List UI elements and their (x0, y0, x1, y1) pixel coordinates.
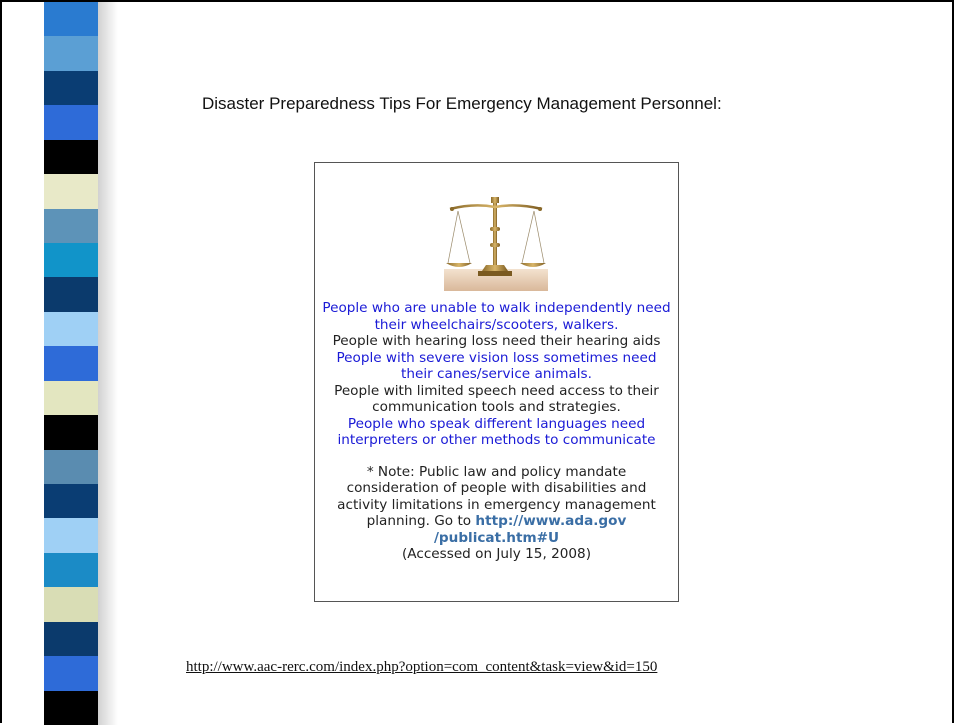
stripe (44, 518, 98, 553)
note-line: consideration of people with disabilities and (346, 480, 647, 496)
source-url-link[interactable]: http://www.aac-rerc.com/index.php?option=com_content&task=view&id=150 (186, 659, 658, 675)
ada-link[interactable]: http://www.ada.gov (475, 513, 627, 529)
stripe (44, 691, 98, 725)
tip-line: their canes/service animals. (401, 366, 592, 382)
stripe (44, 243, 98, 278)
stripe-shadow (98, 2, 118, 725)
stripe (44, 209, 98, 244)
note-line: * Note: Public law and policy mandate (366, 463, 627, 480)
stripe (44, 140, 98, 175)
legal-note (315, 464, 678, 563)
decorative-stripe-bar (44, 2, 98, 725)
scales-of-justice-icon (444, 191, 548, 291)
tip-line: interpreters or other methods to communicate (337, 432, 656, 448)
stripe (44, 415, 98, 450)
note-line: activity limitations in emergency management (337, 496, 656, 513)
tip-line: communication tools and strategies. (372, 399, 621, 415)
tip-line: People with hearing loss need their hearing aids (332, 333, 661, 349)
stripe (44, 277, 98, 312)
slide-title: Disaster Preparedness Tips For Emergency Management Personnel: (202, 94, 722, 113)
stripe (44, 381, 98, 416)
stripe (44, 450, 98, 485)
note-line-prefix: planning. Go to (366, 513, 476, 529)
note-line (315, 513, 678, 530)
stripe (44, 484, 98, 519)
stripe (44, 587, 98, 622)
tip-lines (315, 300, 678, 449)
stripe (44, 346, 98, 381)
stripe (44, 2, 98, 37)
note-line (315, 530, 678, 547)
tips-text (315, 300, 678, 563)
stripe (44, 36, 98, 71)
tip-line: People who speak different languages need (347, 415, 646, 432)
accessed-date: (Accessed on July 15, 2008) (401, 546, 591, 562)
stripe (44, 105, 98, 140)
stripe (44, 174, 98, 209)
tip-line: their wheelchairs/scooters, walkers. (374, 316, 619, 333)
tips-panel (314, 162, 679, 602)
tip-line: People who are unable to walk independently need (322, 300, 671, 316)
tip-line: People with limited speech need access to their (334, 382, 659, 399)
tip-line: People with severe vision loss sometimes need (336, 349, 657, 366)
stripe (44, 312, 98, 347)
stripe (44, 622, 98, 657)
stripe (44, 656, 98, 691)
stripe (44, 71, 98, 106)
stripe (44, 553, 98, 588)
ada-link-continued[interactable]: /publicat.htm#U (433, 529, 560, 546)
